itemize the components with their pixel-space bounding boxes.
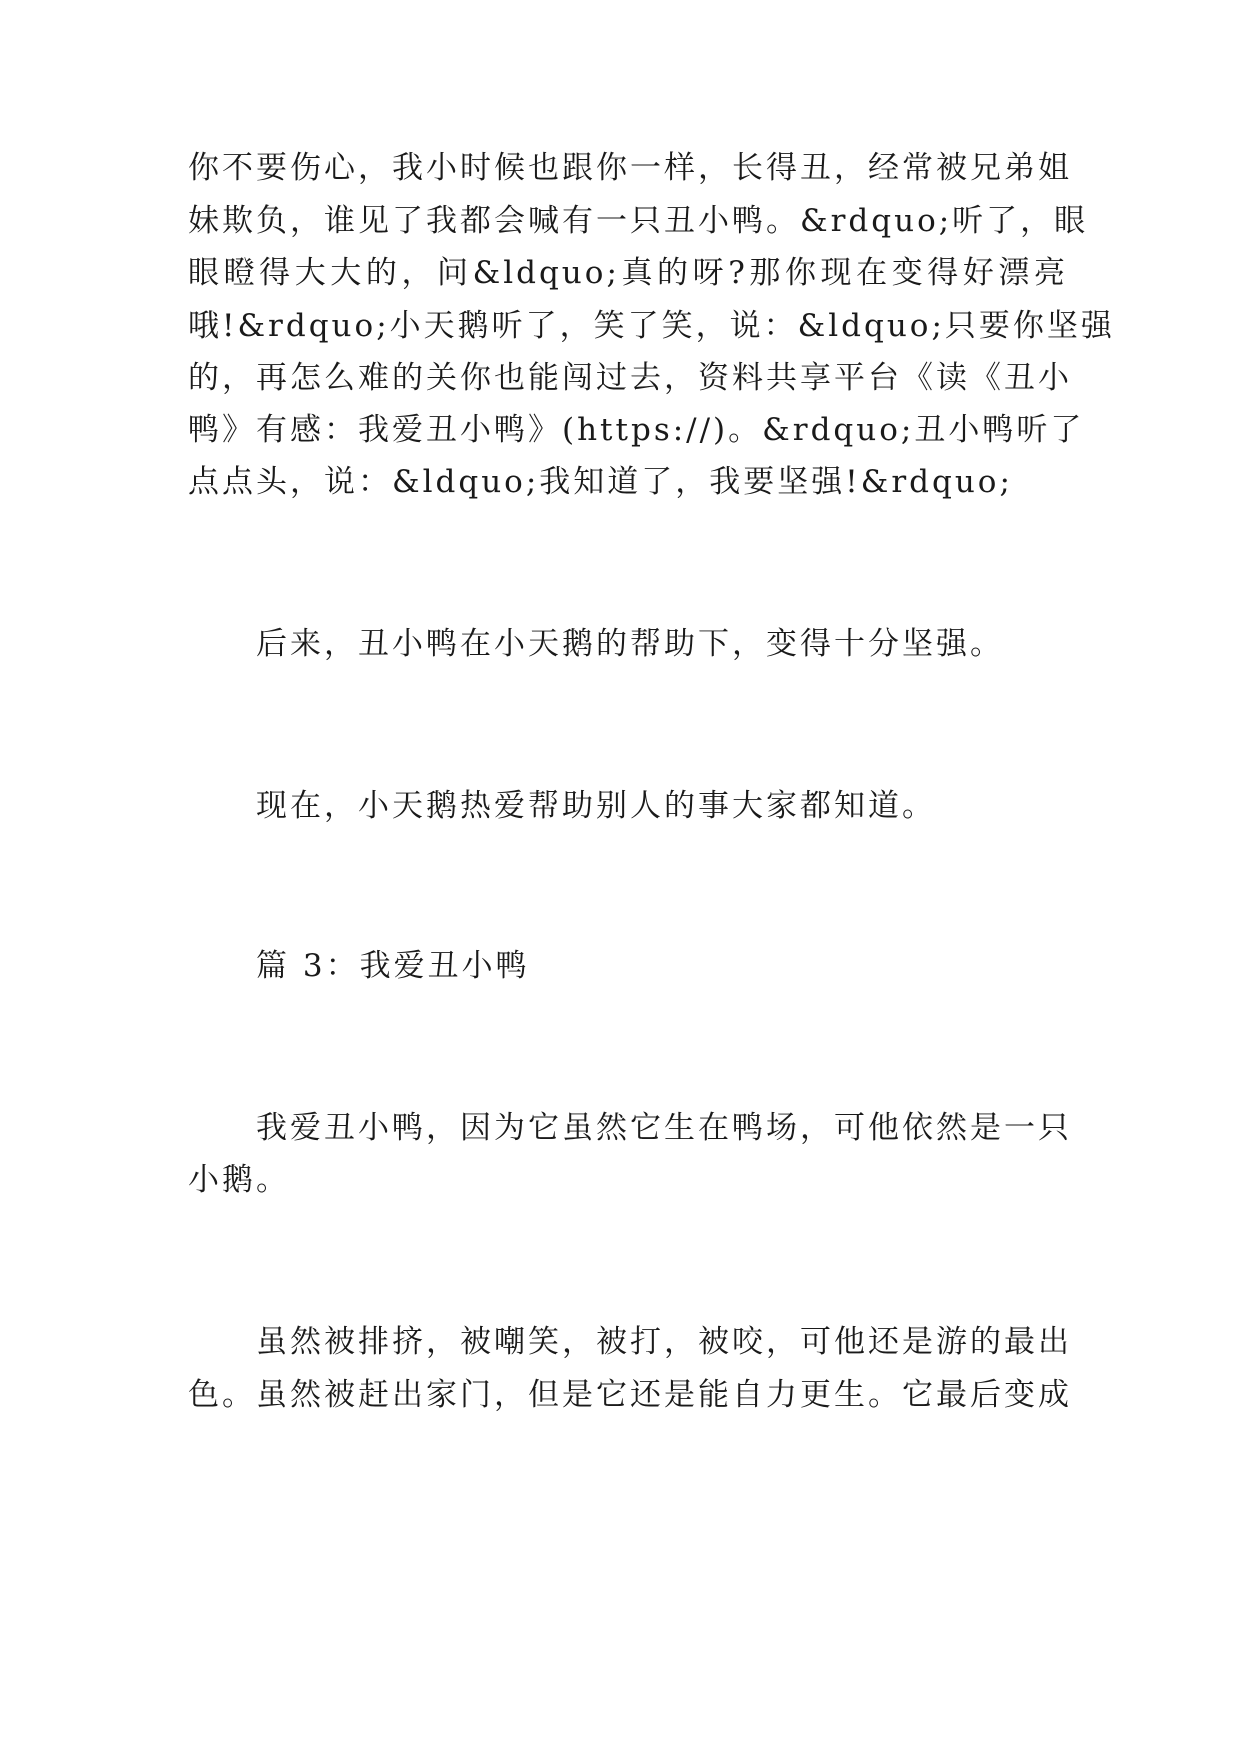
paragraph-1-line-6: 鸭》有感：我爱丑小鸭》(https://)。&rdquo;丑小鸭听了: [188, 412, 1085, 448]
paragraph-5-line-2: 色。虽然被赶出家门，但是它还是能自力更生。它最后变成: [188, 1377, 1072, 1413]
paragraph-2: 后来，丑小鸭在小天鹅的帮助下，变得十分坚强。: [256, 626, 1004, 662]
paragraph-4-line-1: 我爱丑小鸭，因为它虽然它生在鸭场，可他依然是一只: [256, 1110, 1072, 1146]
paragraph-1-line-3: 眼瞪得大大的，问&ldquo;真的呀?那你现在变得好漂亮: [188, 255, 1068, 291]
paragraph-1-line-5: 的，再怎么难的关你也能闯过去，资料共享平台《读《丑小: [188, 360, 1072, 396]
paragraph-5-line-1: 虽然被排挤，被嘲笑，被打，被咬，可他还是游的最出: [256, 1324, 1072, 1360]
paragraph-1-line-7: 点点头，说：&ldquo;我知道了，我要坚强!&rdquo;: [188, 464, 1013, 500]
paragraph-4-line-2: 小鹅。: [188, 1162, 290, 1198]
paragraph-3: 现在，小天鹅热爱帮助别人的事大家都知道。: [256, 788, 936, 824]
paragraph-1-line-2: 妹欺负，谁见了我都会喊有一只丑小鸭。&rdquo;听了，眼: [188, 203, 1089, 239]
section-heading: 篇 3：我爱丑小鸭: [256, 948, 530, 984]
paragraph-1-line-4: 哦!&rdquo;小天鹅听了，笑了笑，说：&ldquo;只要你坚强: [188, 308, 1115, 344]
paragraph-1-line-1: 你不要伤心，我小时候也跟你一样，长得丑，经常被兄弟姐: [188, 150, 1072, 186]
